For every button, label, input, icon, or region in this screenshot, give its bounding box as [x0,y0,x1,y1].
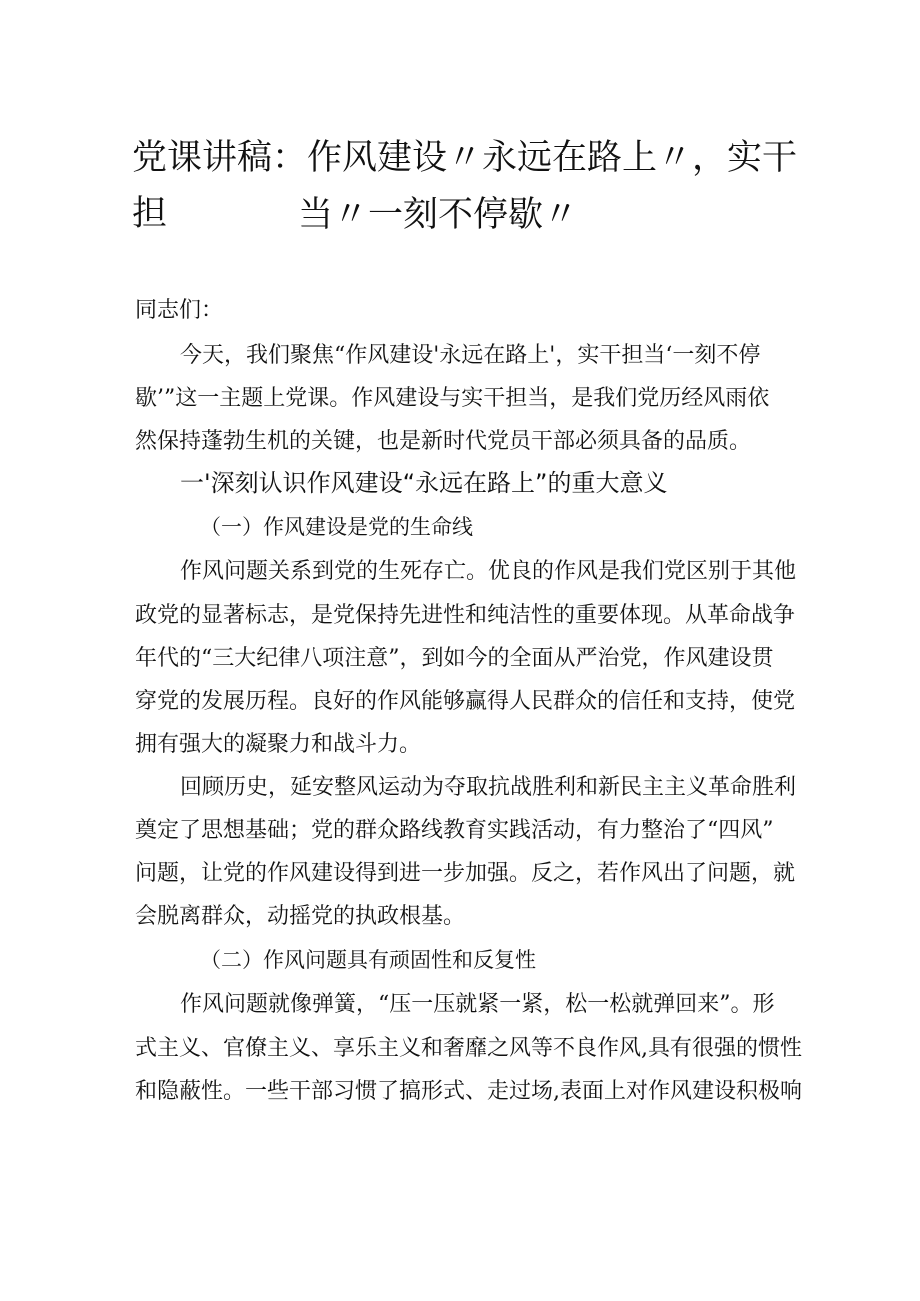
para1-line-1: 作风问题关系到党的生死存亡。优良的作风是我们党区别于其他 [180,559,797,584]
subsection-heading-2: （二）作风问题具有顽固性和反复性 [200,948,536,972]
para3-line-3: 和隐蔽性。一些干部习惯了搞形式、走过场,表面上对作风建设积极响 [135,1079,802,1104]
subsection-heading-1: （一）作风建设是党的生命线 [200,515,473,539]
para2-line-3: 问题，让党的作风建设得到进一步加强。反之，若作风出了问题，就 [135,861,796,886]
para3-line-1: 作风问题就像弹簧，“压一压就紧一紧，松一松就弹回来”。形 [180,992,775,1017]
document-title-line-2: 当〃一刻不停歇〃 [298,195,579,235]
document-title-line-1: 党课讲稿：作风建设〃永远在路上〃，实干担 [132,138,798,234]
intro-line-3: 然保持蓬勃生机的关键，也是新时代党员干部必须具备的品质。 [135,429,752,454]
para1-line-3: 年代的“三大纪律八项注意”，到如今的全面从严治党，作风建设贯 [135,646,774,671]
para2-line-4: 会脱离群众，动摇党的执政根基。 [135,904,466,929]
para1-line-5: 拥有强大的凝聚力和战斗力。 [135,732,422,757]
para2-line-1: 回顾历史，延安整风运动为夺取抗战胜利和新民主主义革命胜利 [180,775,797,800]
salutation: 同志们： [135,298,224,323]
intro-line-2: 歇’”这一主题上党课。作风建设与实干担当，是我们党历经风雨依 [135,386,770,411]
intro-line-1: 今天，我们聚焦“作风建设'永远在路上'，实干担当‘一刻不停 [180,343,761,368]
para1-line-2: 政党的显著标志，是党保持先进性和纯洁性的重要体现。从革命战争 [135,603,796,628]
para2-line-2: 奠定了思想基础；党的群众路线教育实践活动，有力整治了“四风” [135,818,774,843]
section-heading-1: 一'深刻认识作风建设“永远在路上”的重大意义 [180,469,668,497]
para1-line-4: 穿党的发展历程。良好的作风能够赢得人民群众的信任和支持，使党 [135,689,796,714]
para3-line-2: 式主义、官僚主义、享乐主义和奢靡之风等不良作风,具有很强的惯性 [135,1036,802,1061]
